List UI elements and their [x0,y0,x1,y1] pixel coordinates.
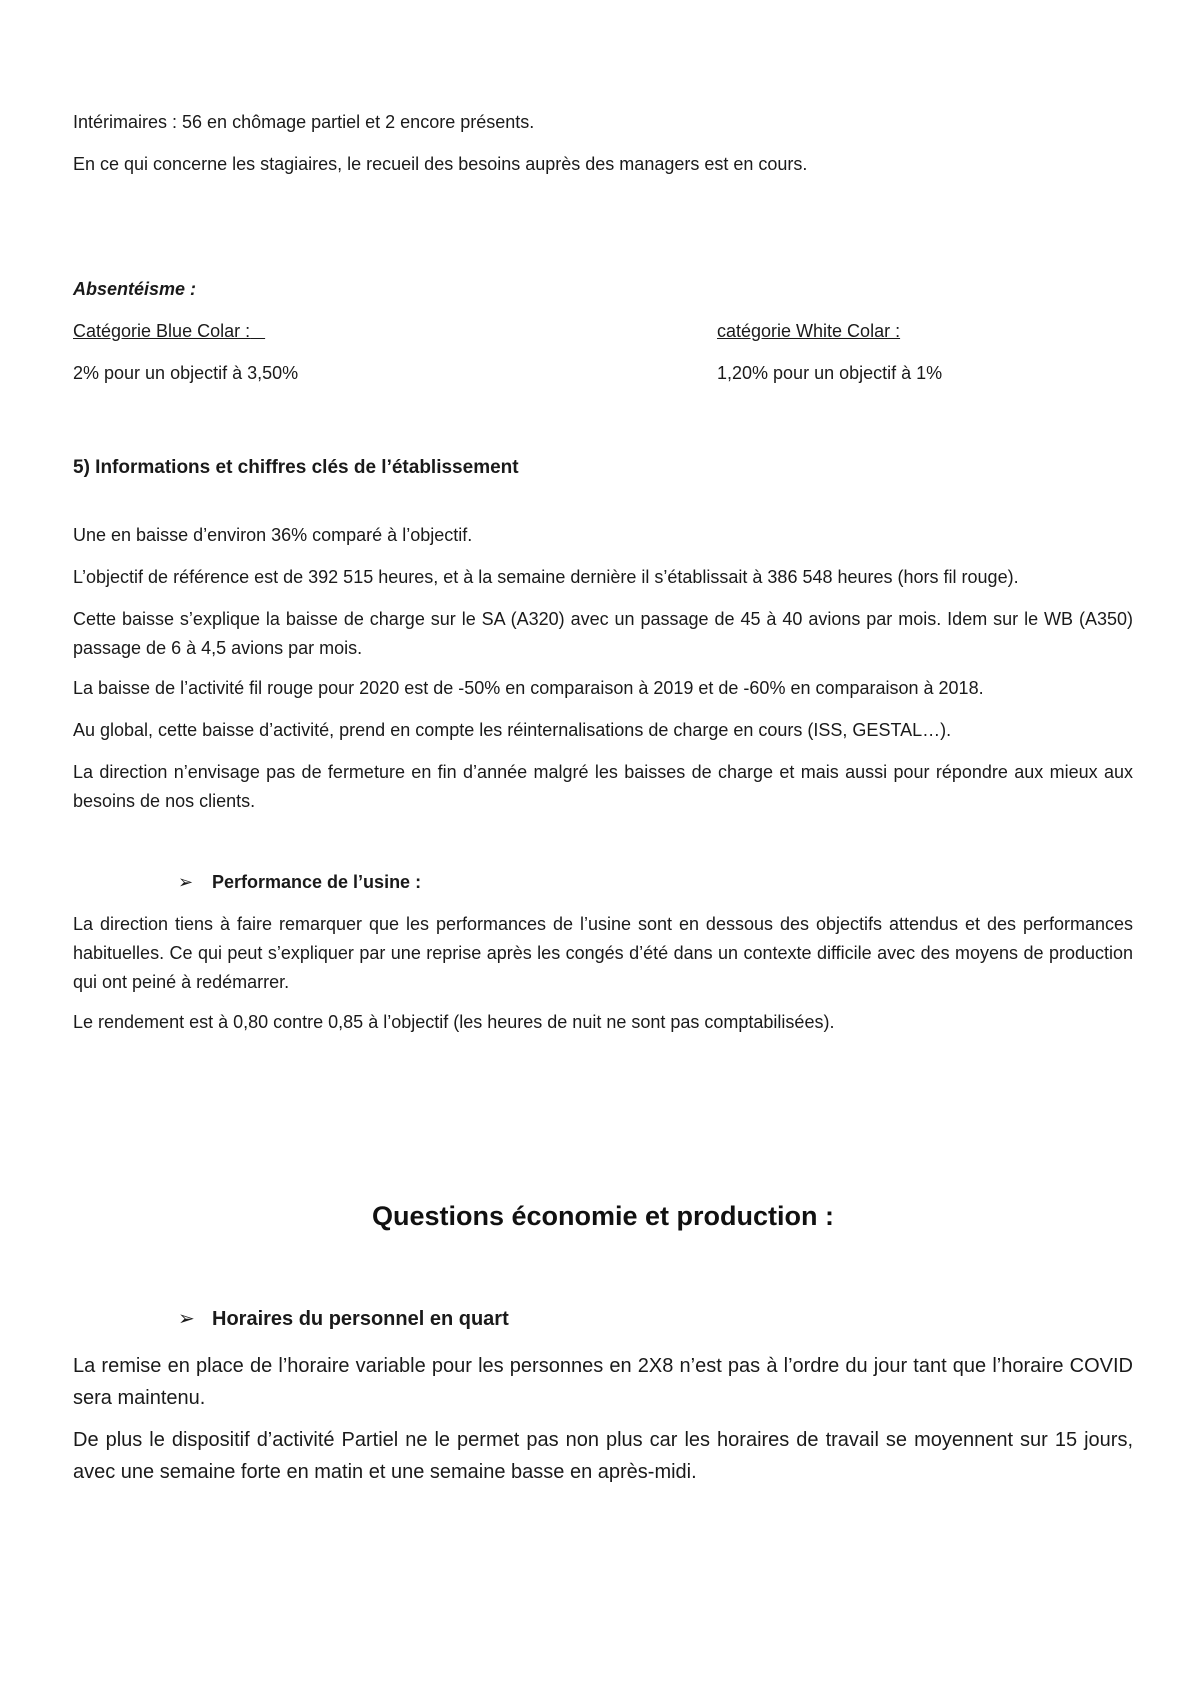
blue-colar-label: Catégorie Blue Colar : [73,321,251,341]
section5-title: 5) Informations et chiffres clés de l’établissement [73,457,519,478]
performance-title: Performance de l’usine : [212,872,422,892]
section5-paragraph-3: Cette baisse s’explique la baisse de charge sur le SA (A320) avec un passage de 45 à 40 avions par mois. Idem sur le WB (A350) passage de 6 à 4,5 avions par mois. [73,609,1133,658]
section5-paragraph-2: L’objectif de référence est de 392 515 heures, et à la semaine dernière il s’établissait à 386 548 heures (hors fil rouge). [73,567,1019,587]
section5-paragraph-1: Une en baisse d’environ 36% comparé à l’objectif. [73,525,473,545]
section5-paragraph-4: La baisse de l’activité fil rouge pour 2020 est de -50% en comparaison à 2019 et de -60% en comparaison à 2018. [73,678,984,698]
absenteisme-columns [73,317,1133,407]
horaires-bullet [178,1305,509,1334]
section5-paragraph-6: La direction n’envisage pas de fermeture en fin d’année malgré les baisses de charge et mais aussi pour répondre aux mieux aux besoins de nos clients. [73,762,1133,811]
questions-heading: Questions économie et production : [371,1201,835,1231]
horaires-title: Horaires du personnel en quart [212,1308,509,1330]
performance-bullet [178,868,421,897]
horaires-paragraph-1: La remise en place de l’horaire variable pour les personnes en 2X8 n’est pas à l’ordre du jour tant que l’horaire COVID sera maintenu. [73,1355,1133,1409]
arrow-bullet-icon: ➢ [178,1308,195,1330]
arrow-bullet-icon: ➢ [178,872,194,892]
interim-line: Intérimaires : 56 en chômage partiel et 2 encore présents. [73,112,535,132]
blue-colar-value: 2% pour un objectif à 3,50% [73,363,299,383]
horaires-paragraph-2: De plus le dispositif d’activité Partiel ne le permet pas non plus car les horaires de travail se moyennent sur 15 jours, avec une semaine forte en matin et une semaine basse en après-midi. [73,1429,1133,1483]
white-colar-label: catégorie White Colar : [717,321,901,341]
performance-paragraph-2: Le rendement est à 0,80 contre 0,85 à l’objectif (les heures de nuit ne sont pas comptabilisées). [73,1012,835,1032]
absenteisme-title: Absentéisme : [73,279,197,299]
stagiaires-line: En ce qui concerne les stagiaires, le recueil des besoins auprès des managers est en cours. [73,154,808,174]
white-colar-value: 1,20% pour un objectif à 1% [717,363,943,383]
document-page [73,0,1133,1697]
section5-paragraph-5: Au global, cette baisse d’activité, prend en compte les réinternalisations de charge en cours (ISS, GESTAL…). [73,720,952,740]
performance-paragraph-1: La direction tiens à faire remarquer que les performances de l’usine sont en dessous des objectifs attendus et des performances habituelles. Ce qui peut s’expliquer par une reprise après les congés d’été dans un contexte difficile avec des moyens de production qui ont peiné à redémarrer. [73,914,1133,992]
